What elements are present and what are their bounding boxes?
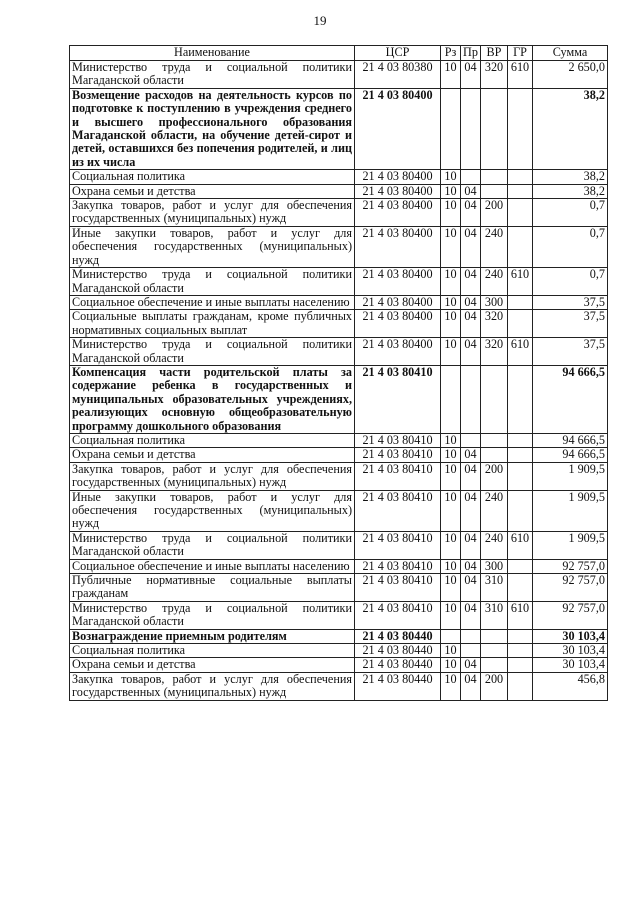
row-csr: 21 4 03 80440 [355,672,441,700]
row-pr [461,644,481,658]
row-vr [481,365,508,433]
row-csr: 21 4 03 80400 [355,199,441,227]
row-name: Иные закупки товаров, работ и услуг для обеспечения государственных (муниципальных) нужд [70,490,355,531]
row-vr [481,88,508,169]
row-vr: 240 [481,531,508,559]
row-vr: 240 [481,226,508,267]
row-sum: 37,5 [533,310,608,338]
row-csr: 21 4 03 80410 [355,574,441,602]
row-pr: 04 [461,490,481,531]
row-csr: 21 4 03 80400 [355,295,441,309]
row-vr: 300 [481,295,508,309]
row-csr: 21 4 03 80400 [355,184,441,198]
row-gr [508,365,533,433]
row-rz: 10 [441,531,461,559]
row-pr [461,365,481,433]
row-name: Министерство труда и социальной политики Магаданской области [70,531,355,559]
row-name: Министерство труда и социальной политики Магаданской области [70,338,355,366]
row-sum: 1 909,5 [533,462,608,490]
row-gr [508,574,533,602]
table-row [70,199,608,227]
row-pr: 04 [461,448,481,462]
row-name: Иные закупки товаров, работ и услуг для обеспечения государственных (муниципальных) нужд [70,226,355,267]
row-gr [508,462,533,490]
row-rz: 10 [441,61,461,89]
row-vr: 200 [481,199,508,227]
table-row [70,658,608,672]
table-row [70,531,608,559]
table-row [70,490,608,531]
row-csr: 21 4 03 80410 [355,448,441,462]
row-gr [508,629,533,643]
row-csr: 21 4 03 80400 [355,170,441,184]
row-pr: 04 [461,601,481,629]
row-vr [481,658,508,672]
row-vr [481,433,508,447]
row-name: Социальная политика [70,170,355,184]
header-csr: ЦСР [355,46,441,61]
row-rz: 10 [441,658,461,672]
row-csr: 21 4 03 80400 [355,310,441,338]
row-sum: 2 650,0 [533,61,608,89]
row-rz: 10 [441,184,461,198]
row-pr: 04 [461,310,481,338]
row-csr: 21 4 03 80410 [355,462,441,490]
row-sum: 38,2 [533,184,608,198]
row-gr: 610 [508,268,533,296]
row-rz [441,88,461,169]
row-sum: 0,7 [533,226,608,267]
row-pr: 04 [461,226,481,267]
row-vr [481,629,508,643]
row-name: Вознаграждение приемным родителям [70,629,355,643]
row-name: Охрана семьи и детства [70,184,355,198]
row-pr: 04 [461,574,481,602]
header-vr: ВР [481,46,508,61]
row-vr: 320 [481,61,508,89]
row-gr [508,184,533,198]
row-gr [508,199,533,227]
row-sum: 92 757,0 [533,601,608,629]
table-row [70,170,608,184]
table-row [70,644,608,658]
row-csr: 21 4 03 80410 [355,601,441,629]
table-row [70,433,608,447]
row-gr: 610 [508,601,533,629]
row-sum: 37,5 [533,295,608,309]
row-rz: 10 [441,462,461,490]
row-rz: 10 [441,268,461,296]
row-gr [508,295,533,309]
row-rz: 10 [441,601,461,629]
row-sum: 94 666,5 [533,433,608,447]
row-rz: 10 [441,199,461,227]
table-row [70,574,608,602]
table-row [70,365,608,433]
row-name: Министерство труда и социальной политики Магаданской области [70,61,355,89]
table-row [70,310,608,338]
row-sum: 456,8 [533,672,608,700]
row-vr [481,184,508,198]
row-pr: 04 [461,672,481,700]
row-csr: 21 4 03 80440 [355,629,441,643]
table-row [70,295,608,309]
table-row [70,462,608,490]
table-row [70,448,608,462]
row-name: Закупка товаров, работ и услуг для обеспечения государственных (муниципальных) нужд [70,199,355,227]
row-pr: 04 [461,61,481,89]
table-row [70,629,608,643]
header-gr: ГР [508,46,533,61]
row-vr: 300 [481,559,508,573]
row-gr: 610 [508,338,533,366]
row-pr [461,433,481,447]
row-csr: 21 4 03 80410 [355,433,441,447]
row-vr [481,448,508,462]
row-vr: 200 [481,672,508,700]
row-pr [461,88,481,169]
row-name: Закупка товаров, работ и услуг для обеспечения государственных (муниципальных) нужд [70,462,355,490]
row-vr: 200 [481,462,508,490]
row-pr: 04 [461,658,481,672]
row-rz: 10 [441,672,461,700]
budget-table [69,45,608,701]
row-name: Охрана семьи и детства [70,658,355,672]
row-sum: 38,2 [533,88,608,169]
row-name: Социальная политика [70,433,355,447]
row-pr: 04 [461,199,481,227]
row-pr [461,170,481,184]
row-vr: 310 [481,574,508,602]
row-sum: 38,2 [533,170,608,184]
row-sum: 30 103,4 [533,644,608,658]
row-name: Социальная политика [70,644,355,658]
row-sum: 37,5 [533,338,608,366]
row-csr: 21 4 03 80410 [355,531,441,559]
page-number: 19 [313,13,327,28]
table-row [70,559,608,573]
row-sum: 94 666,5 [533,448,608,462]
table-header-row [70,46,608,61]
row-vr: 320 [481,338,508,366]
row-rz: 10 [441,170,461,184]
row-rz: 10 [441,490,461,531]
row-sum: 94 666,5 [533,365,608,433]
row-rz: 10 [441,226,461,267]
row-gr [508,310,533,338]
row-sum: 0,7 [533,199,608,227]
row-gr [508,226,533,267]
row-csr: 21 4 03 80400 [355,268,441,296]
row-name: Министерство труда и социальной политики Магаданской области [70,268,355,296]
row-sum: 0,7 [533,268,608,296]
table-row [70,88,608,169]
table-row [70,226,608,267]
row-pr [461,629,481,643]
row-gr: 610 [508,531,533,559]
row-pr: 04 [461,531,481,559]
row-name: Социальные выплаты гражданам, кроме публичных нормативных социальных выплат [70,310,355,338]
header-rz: Рз [441,46,461,61]
row-vr: 320 [481,310,508,338]
row-sum: 30 103,4 [533,629,608,643]
row-name: Возмещение расходов на деятельность курсов по подготовке к поступлению в учреждения среднего и высшего профессионального образования Магаданской области, на обучение детей-сирот и детей, оставшихся без попечения родителей, и лиц из их числа [70,88,355,169]
row-csr: 21 4 03 80400 [355,226,441,267]
header-name: Наименование [70,46,355,61]
header-sum: Сумма [533,46,608,61]
row-csr: 21 4 03 80380 [355,61,441,89]
row-vr: 310 [481,601,508,629]
row-pr: 04 [461,462,481,490]
row-sum: 30 103,4 [533,658,608,672]
row-name: Социальное обеспечение и иные выплаты населению [70,559,355,573]
row-name: Компенсация части родительской платы за содержание ребенка в государственных и муниципальных образовательных учреждениях, реализующих основную общеобразовательную программу дошкольного образования [70,365,355,433]
row-sum: 92 757,0 [533,574,608,602]
row-gr [508,448,533,462]
row-name: Министерство труда и социальной политики Магаданской области [70,601,355,629]
row-vr [481,644,508,658]
row-pr: 04 [461,268,481,296]
table-row [70,601,608,629]
row-sum: 92 757,0 [533,559,608,573]
row-pr: 04 [461,338,481,366]
table-row [70,338,608,366]
row-rz: 10 [441,448,461,462]
row-pr: 04 [461,184,481,198]
row-pr: 04 [461,295,481,309]
row-rz: 10 [441,310,461,338]
row-name: Охрана семьи и детства [70,448,355,462]
row-csr: 21 4 03 80440 [355,644,441,658]
row-name: Социальное обеспечение и иные выплаты населению [70,295,355,309]
row-rz: 10 [441,644,461,658]
row-csr: 21 4 03 80440 [355,658,441,672]
row-gr [508,433,533,447]
row-vr: 240 [481,490,508,531]
row-rz: 10 [441,338,461,366]
row-gr [508,170,533,184]
row-gr [508,559,533,573]
row-gr [508,672,533,700]
row-rz: 10 [441,295,461,309]
row-vr: 240 [481,268,508,296]
table-row [70,268,608,296]
row-sum: 1 909,5 [533,531,608,559]
row-csr: 21 4 03 80410 [355,365,441,433]
row-csr: 21 4 03 80400 [355,88,441,169]
row-rz [441,365,461,433]
row-sum: 1 909,5 [533,490,608,531]
row-rz: 10 [441,574,461,602]
row-gr [508,658,533,672]
header-pr: Пр [461,46,481,61]
row-rz [441,629,461,643]
row-csr: 21 4 03 80410 [355,490,441,531]
table-row [70,184,608,198]
row-csr: 21 4 03 80410 [355,559,441,573]
row-name: Публичные нормативные социальные выплаты гражданам [70,574,355,602]
table-row [70,61,608,89]
row-csr: 21 4 03 80400 [355,338,441,366]
table-row [70,672,608,700]
row-name: Закупка товаров, работ и услуг для обеспечения государственных (муниципальных) нужд [70,672,355,700]
row-gr [508,88,533,169]
row-rz: 10 [441,433,461,447]
row-gr [508,490,533,531]
row-gr: 610 [508,61,533,89]
row-rz: 10 [441,559,461,573]
row-vr [481,170,508,184]
row-gr [508,644,533,658]
row-pr: 04 [461,559,481,573]
